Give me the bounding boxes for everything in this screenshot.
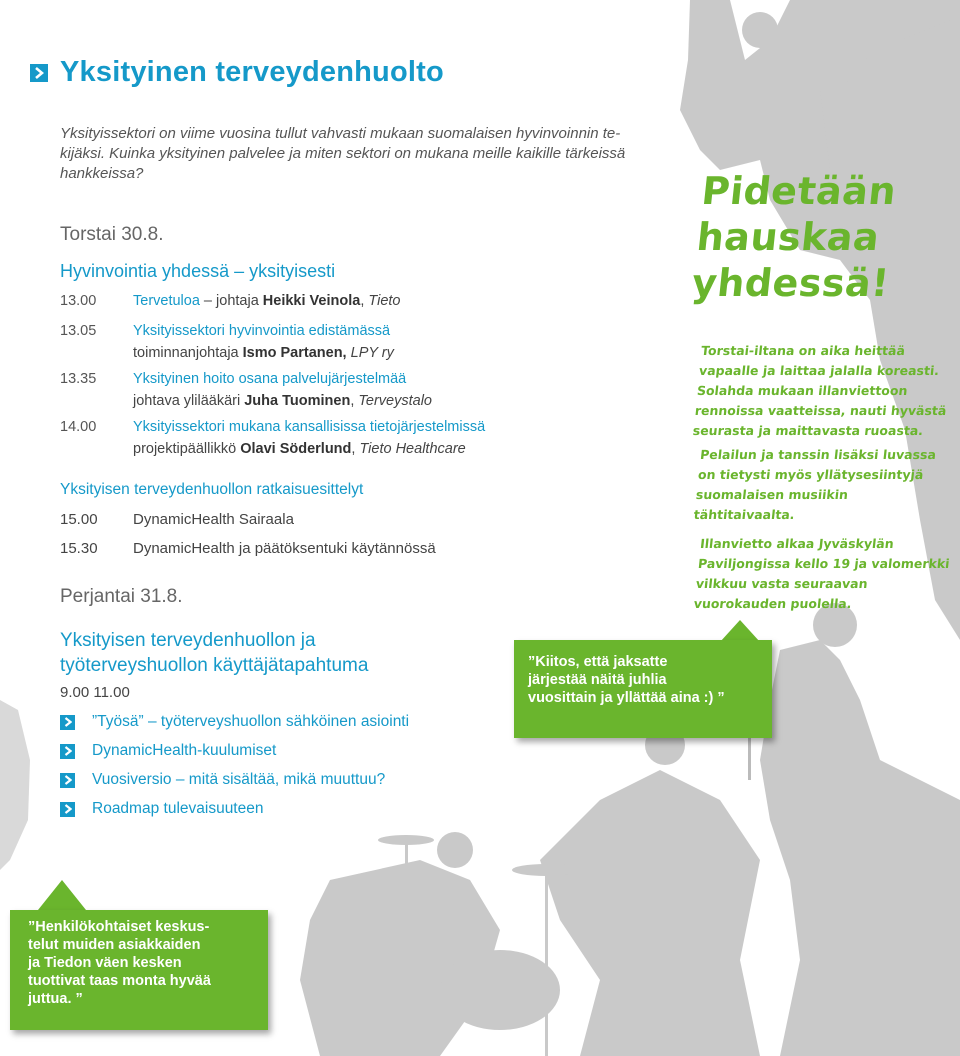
day-heading-friday: Perjantai 31.8. xyxy=(60,586,183,607)
speaker-role: toiminnanjohtaja xyxy=(133,345,243,361)
schedule-body xyxy=(133,320,673,364)
chevron-right-icon xyxy=(30,64,48,82)
agenda-bullet-text: ”Työsä” – työterveyshuollon sähköinen asiointi xyxy=(92,713,410,730)
party-line: Torstai-iltana on aika heittää xyxy=(700,343,906,358)
schedule-title: Yksityinen hoito osana palvelujärjestelmää xyxy=(133,371,407,387)
agenda-bullet xyxy=(60,800,263,818)
schedule-time: 13.00 xyxy=(60,293,97,309)
schedule-body xyxy=(133,290,673,312)
section-heading-ratkaisuesittelyt: Yksityisen terveydenhuollon ratkaisuesittelyt xyxy=(60,481,364,498)
day-heading-thursday: Torstai 30.8. xyxy=(60,224,164,245)
section-heading-kayttajatapahtuma xyxy=(60,628,460,678)
party-line: tähtitaivaalta. xyxy=(693,507,796,522)
intro-line: hankkeissa? xyxy=(60,165,144,182)
agenda-bullet-text: Roadmap tulevaisuuteen xyxy=(92,800,264,817)
demo-title: DynamicHealth Sairaala xyxy=(133,511,294,528)
intro-line: Yksityissektori on viime vuosina tullut vahvasti mukaan suomalaisen hyvinvoinnin te- xyxy=(60,125,621,142)
party-line: vapaalle ja laittaa jalalla koreasti. xyxy=(698,363,940,378)
schedule-body xyxy=(133,416,673,460)
section-heading-line: Yksityisen terveydenhuollon ja xyxy=(60,630,316,651)
speaker-org: Tieto xyxy=(368,293,401,309)
speaker-role: – johtaja xyxy=(199,293,263,309)
schedule-title: Tervetuloa xyxy=(133,293,200,309)
chevron-right-icon xyxy=(60,715,75,730)
party-paragraph xyxy=(693,534,957,614)
quote-line: järjestää näitä juhlia xyxy=(528,672,667,688)
speaker-name: Olavi Söderlund xyxy=(240,441,352,457)
demo-time: 15.00 xyxy=(60,511,98,528)
speaker-org: LPY ry xyxy=(350,345,394,361)
speaker-name: Ismo Partanen, xyxy=(242,345,347,361)
schedule-title: Yksityissektori hyvinvointia edistämässä xyxy=(133,323,391,339)
party-line: Solahda mukaan illanviettoon xyxy=(696,383,909,398)
party-line: suomalaisen musiikin xyxy=(695,487,849,502)
speaker-role: projektipäällikkö xyxy=(133,441,241,457)
headline-line: Pidetään xyxy=(699,169,899,213)
speech-pointer xyxy=(720,620,760,642)
section-heading-hyvinvointia: Hyvinvointia yhdessä – yksityisesti xyxy=(60,261,336,281)
schedule-title: Yksityissektori mukana kansallisissa tietojärjestelmissä xyxy=(133,419,486,435)
speaker-name: Juha Tuominen xyxy=(244,393,351,409)
quote-box-kiitos xyxy=(514,640,772,738)
chevron-right-icon xyxy=(60,773,75,788)
agenda-bullet xyxy=(60,771,385,789)
demo-time: 15.30 xyxy=(60,540,98,557)
org-separator: , xyxy=(360,293,369,309)
speaker-org: Terveystalo xyxy=(358,393,432,409)
agenda-bullet-text: Vuosiversio – mitä sisältää, mikä muuttuu? xyxy=(92,771,386,788)
party-line: on tietysti myös yllätysesiintyjä xyxy=(697,467,925,482)
party-line: Pelailun ja tanssin lisäksi luvassa xyxy=(699,447,937,462)
speaker-org: Tieto Healthcare xyxy=(359,441,466,457)
org-separator: , xyxy=(350,393,359,409)
headline-line: hauskaa xyxy=(694,215,882,259)
section-heading-line: työterveyshuollon käyttäjätapahtuma xyxy=(60,655,369,676)
quote-box-henkilokohtaiset xyxy=(10,910,268,1030)
schedule-time: 13.35 xyxy=(60,371,97,387)
agenda-bullet-text: DynamicHealth-kuulumiset xyxy=(92,742,277,759)
party-line: vuorokauden puolella. xyxy=(693,596,853,611)
party-paragraph xyxy=(693,445,957,525)
schedule-body xyxy=(133,368,673,412)
demo-title: DynamicHealth ja päätöksentuki käytännössä xyxy=(133,540,436,557)
intro-line: kijäksi. Kuinka yksityinen palvelee ja miten sektori on mukana meille kaikille tärkeissä xyxy=(60,145,626,162)
schedule-time: 13.05 xyxy=(60,323,97,339)
party-line: rennoissa vaatteissa, nauti hyvästä xyxy=(694,403,948,418)
event-time: 9.00 11.00 xyxy=(60,684,130,701)
quote-line: vuosittain ja yllättää aina :) ” xyxy=(528,690,725,706)
headline-line: yhdessä! xyxy=(689,261,892,305)
quote-line: juttua. ” xyxy=(28,991,83,1007)
quote-line: ”Kiitos, että jaksatte xyxy=(528,654,668,670)
speaker-name: Heikki Veinola xyxy=(262,293,361,309)
quote-line: telut muiden asiakkaiden xyxy=(28,937,201,953)
agenda-bullet xyxy=(60,713,409,731)
intro-text xyxy=(60,124,640,184)
party-line: Paviljongissa kello 19 ja valomerkki xyxy=(697,556,951,571)
quote-line: tuottivat taas monta hyvää xyxy=(28,973,211,989)
org-separator: , xyxy=(351,441,360,457)
quote-line: ”Henkilökohtaiset keskus- xyxy=(28,919,210,935)
speaker-role: johtava ylilääkäri xyxy=(133,393,245,409)
chevron-right-icon xyxy=(60,802,75,817)
agenda-bullet xyxy=(60,742,276,760)
quote-line: ja Tiedon väen kesken xyxy=(28,955,182,971)
speech-pointer xyxy=(38,880,86,910)
party-paragraph xyxy=(692,341,959,441)
chevron-right-icon xyxy=(60,744,75,759)
quote-text xyxy=(28,918,258,1008)
page-title: Yksityinen terveydenhuolto xyxy=(60,56,444,88)
quote-text xyxy=(528,653,763,707)
party-line: Illanvietto alkaa Jyväskylän xyxy=(699,536,895,551)
page-title-row xyxy=(30,56,444,89)
party-headline xyxy=(690,168,960,306)
party-line: vilkkuu vasta seuraavan xyxy=(695,576,869,591)
party-line: seurasta ja maittavasta ruoasta. xyxy=(692,423,924,438)
schedule-time: 14.00 xyxy=(60,419,97,435)
